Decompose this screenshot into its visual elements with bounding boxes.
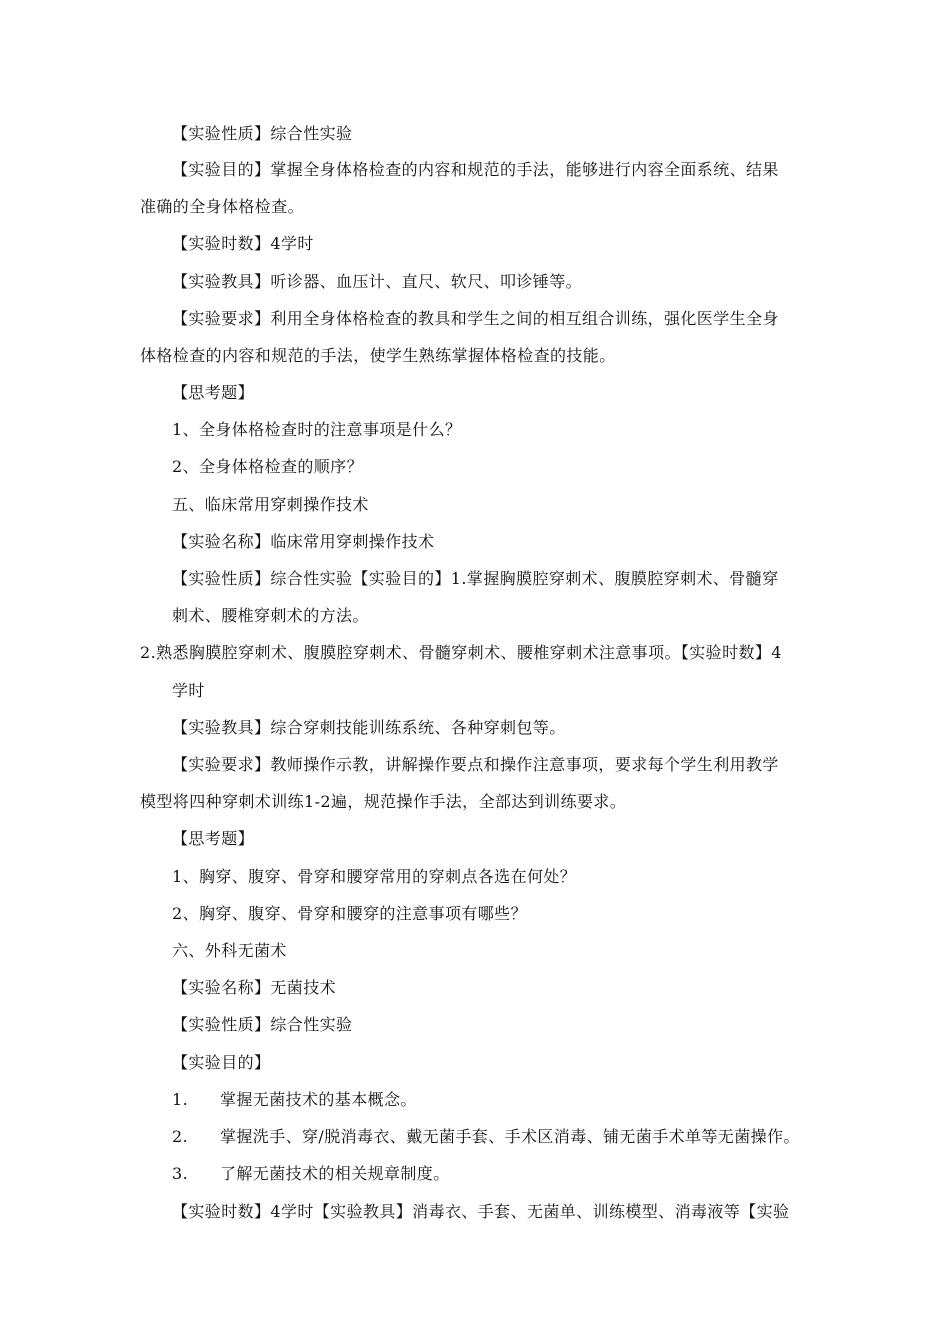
- numbered-item: [172, 1127, 800, 1147]
- text-line: 1、全身体格检查时的注意事项是什么？: [172, 420, 462, 439]
- section-heading: 六、外科无菌术: [172, 941, 287, 960]
- item-number: 1.: [172, 1090, 189, 1109]
- numbered-item: [172, 1090, 417, 1110]
- text-line: 【实验要求】教师操作示教，讲解操作要点和操作注意事项，要求每个学生利用教学: [172, 755, 779, 774]
- text-line: 【实验性质】综合性实验【实验目的】1.掌握胸膜腔穿刺术、腹膜腔穿刺术、骨髓穿: [172, 569, 779, 588]
- section-heading: 五、临床常用穿刺操作技术: [172, 495, 369, 514]
- text-line: 【实验目的】掌握全身体格检查的内容和规范的手法，能够进行内容全面系统、结果: [172, 160, 779, 179]
- text-line: 【实验教具】听诊器、血压计、直尺、软尺、叩诊锤等。: [172, 272, 583, 291]
- text-line: 【实验时数】4学时【实验教具】消毒衣、手套、无菌单、训练模型、消毒液等【实验: [172, 1202, 790, 1221]
- text-line: 【思考题】: [172, 829, 255, 848]
- text-line: 刺术、腰椎穿刺术的方法。: [172, 606, 369, 625]
- text-line: 2、全身体格检查的顺序？: [172, 457, 363, 476]
- text-line: 2、胸穿、腹穿、骨穿和腰穿的注意事项有哪些？: [172, 904, 527, 923]
- text-line: 【实验教具】综合穿刺技能训练系统、各种穿刺包等。: [172, 718, 566, 737]
- text-line: 【实验性质】综合性实验: [172, 1015, 353, 1034]
- text-line: 【实验名称】无菌技术: [172, 978, 337, 997]
- item-number: 2.: [172, 1127, 189, 1146]
- text-line: 模型将四种穿刺术训练1-2遍，规范操作手法，全部达到训练要求。: [140, 792, 627, 811]
- text-line: 1、胸穿、腹穿、骨穿和腰穿常用的穿刺点各选在何处？: [172, 867, 577, 886]
- text-line: 【实验时数】4学时: [172, 234, 314, 253]
- item-text: 掌握洗手、穿/脱消毒衣、戴无菌手套、手术区消毒、铺无菌手术单等无菌操作。: [220, 1127, 800, 1146]
- text-line: 【实验要求】利用全身体格检查的教具和学生之间的相互组合训练，强化医学生全身: [172, 309, 779, 328]
- text-line: 【实验名称】临床常用穿刺操作技术: [172, 532, 435, 551]
- item-text: 掌握无菌技术的基本概念。: [220, 1090, 417, 1109]
- text-line: 体格检查的内容和规范的手法，使学生熟练掌握体格检查的技能。: [140, 346, 616, 365]
- text-line: 学时: [172, 681, 205, 700]
- item-text: 了解无菌技术的相关规章制度。: [220, 1164, 450, 1183]
- text-line: 【实验性质】综合性实验: [172, 124, 353, 143]
- text-line: 【实验目的】: [172, 1053, 271, 1072]
- text-line: 【思考题】: [172, 383, 255, 402]
- numbered-item: [172, 1164, 450, 1184]
- text-line: 2.熟悉胸膜腔穿刺术、腹膜腔穿刺术、骨髓穿刺术、腰椎穿刺术注意事项。【实验时数】4: [140, 643, 782, 662]
- text-line: 准确的全身体格检查。: [140, 197, 305, 216]
- item-number: 3.: [172, 1164, 189, 1183]
